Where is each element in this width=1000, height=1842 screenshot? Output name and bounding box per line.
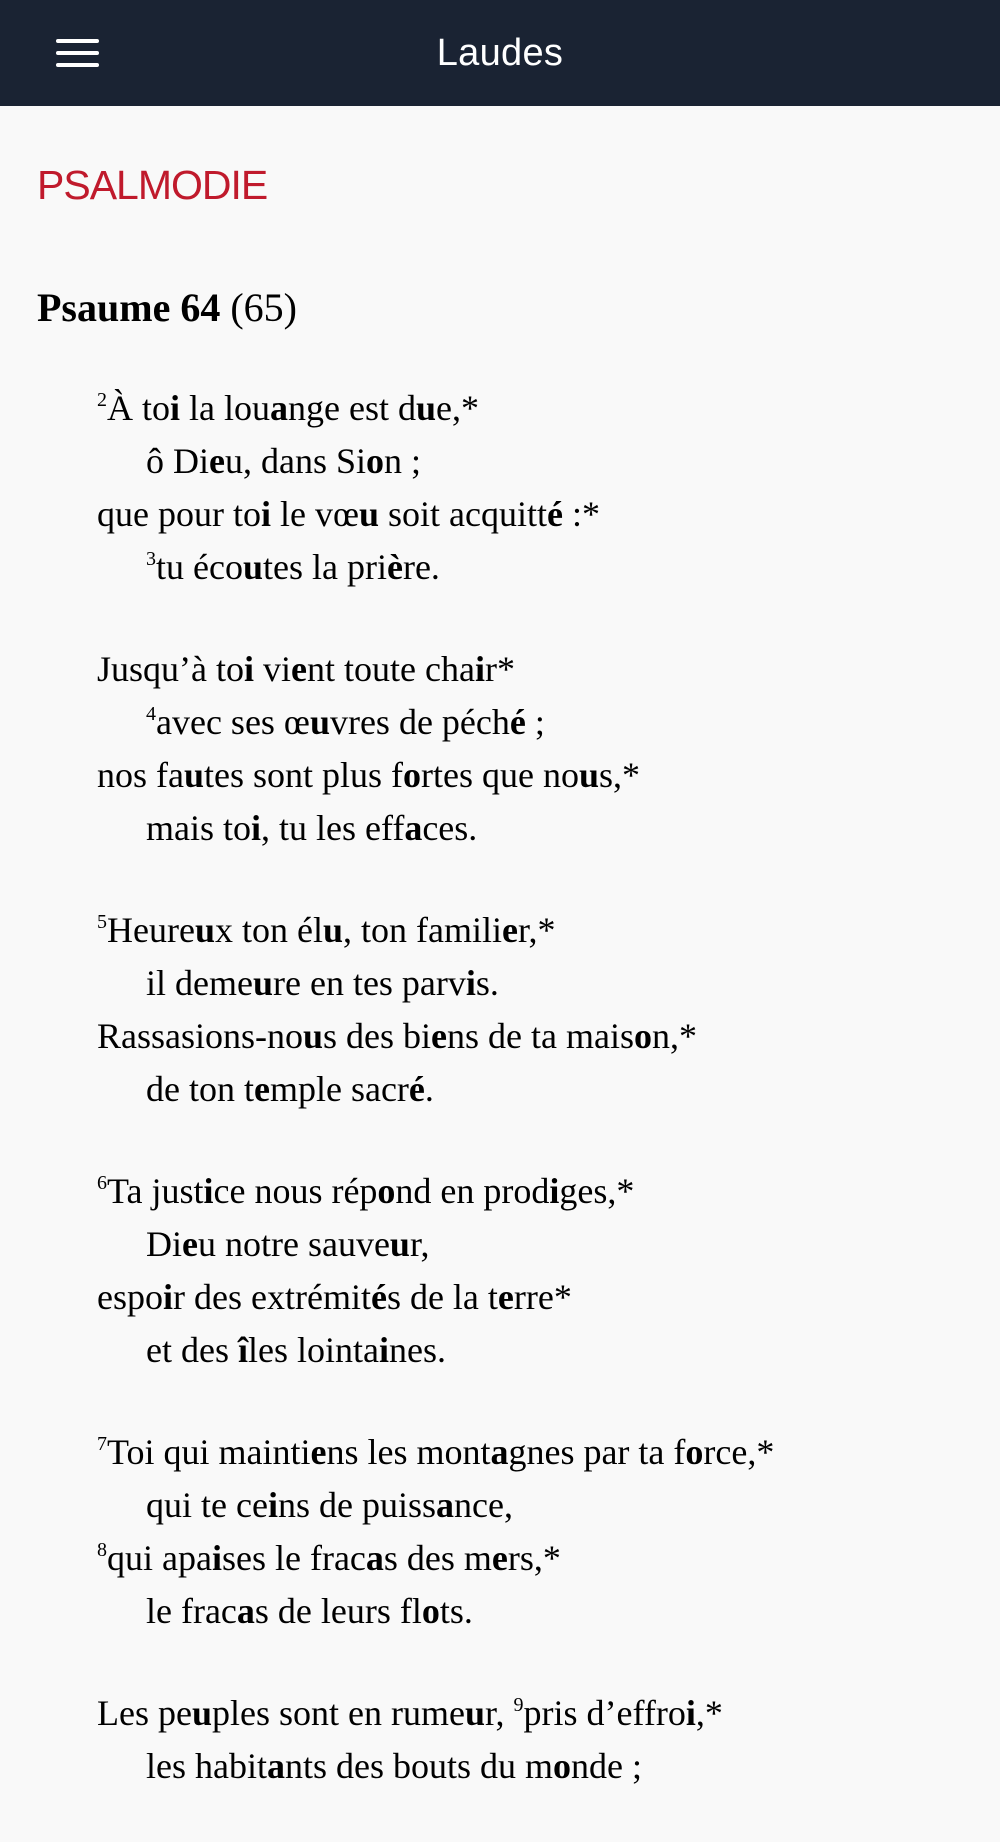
verse-line: $^5$Heureux ton élu, ton familier,* — [97, 910, 556, 950]
verse-line: Rassasions-nous des biens de ta maison,* — [97, 1016, 697, 1056]
verse-line: qui te ceins de puissance, — [146, 1485, 513, 1525]
menu-bar-line — [56, 51, 99, 55]
stanza — [97, 1426, 977, 1638]
psalm-name: Psaume 64 — [37, 285, 221, 330]
verse-line: $^2$À toi la louange est due,* — [97, 388, 479, 428]
verse-line: il demeure en tes parvis. — [146, 963, 499, 1003]
verse-line: $^6$Ta justice nous répond en prodiges,* — [97, 1171, 635, 1211]
psalm-text — [97, 382, 977, 1842]
verse-line: et des îles lointaines. — [146, 1330, 446, 1370]
verse-line: $^7$Toi qui maintiens les montagnes par ta force,* — [97, 1432, 775, 1472]
verse-line: le fracas de leurs flots. — [146, 1591, 473, 1631]
verse-line: Dieu notre sauveur, — [146, 1224, 430, 1264]
verse-line: Jusqu’à toi vient toute chair* — [97, 649, 515, 689]
stanza — [97, 904, 977, 1116]
verse-line: ô Dieu, dans Sion ; — [146, 441, 422, 481]
psalm-title — [37, 284, 297, 331]
stanza — [97, 1687, 977, 1793]
section-title: PSALMODIE — [37, 162, 268, 208]
verse-line: $^3$tu écoutes la prière. — [146, 547, 440, 587]
menu-bar-line — [56, 39, 99, 43]
verse-line: les habitants des bouts du monde ; — [146, 1746, 642, 1786]
stanza — [97, 643, 977, 855]
verse-line: $^4$avec ses œuvres de péché ; — [146, 702, 545, 742]
top-app-bar — [0, 0, 1000, 106]
verse-line: que pour toi le vœu soit acquitté :* — [97, 494, 600, 534]
verse-line: mais toi, tu les effaces. — [146, 808, 478, 848]
verse-line: de ton temple sacré. — [146, 1069, 434, 1109]
psalm-number-alt: (65) — [230, 285, 297, 330]
verse-line: nos fautes sont plus fortes que nous,* — [97, 755, 641, 795]
hamburger-menu-icon[interactable] — [40, 23, 114, 83]
page-title: Laudes — [436, 31, 564, 74]
menu-bar-line — [56, 63, 99, 67]
stanza — [97, 382, 977, 594]
verse-line: espoir des extrémités de la terre* — [97, 1277, 572, 1317]
stanza — [97, 1165, 977, 1377]
verse-line: Les peuples sont en rumeur, $^9$pris d’effroi,* — [97, 1693, 723, 1733]
verse-line: $^8$qui apaises le fracas des mers,* — [97, 1538, 561, 1578]
